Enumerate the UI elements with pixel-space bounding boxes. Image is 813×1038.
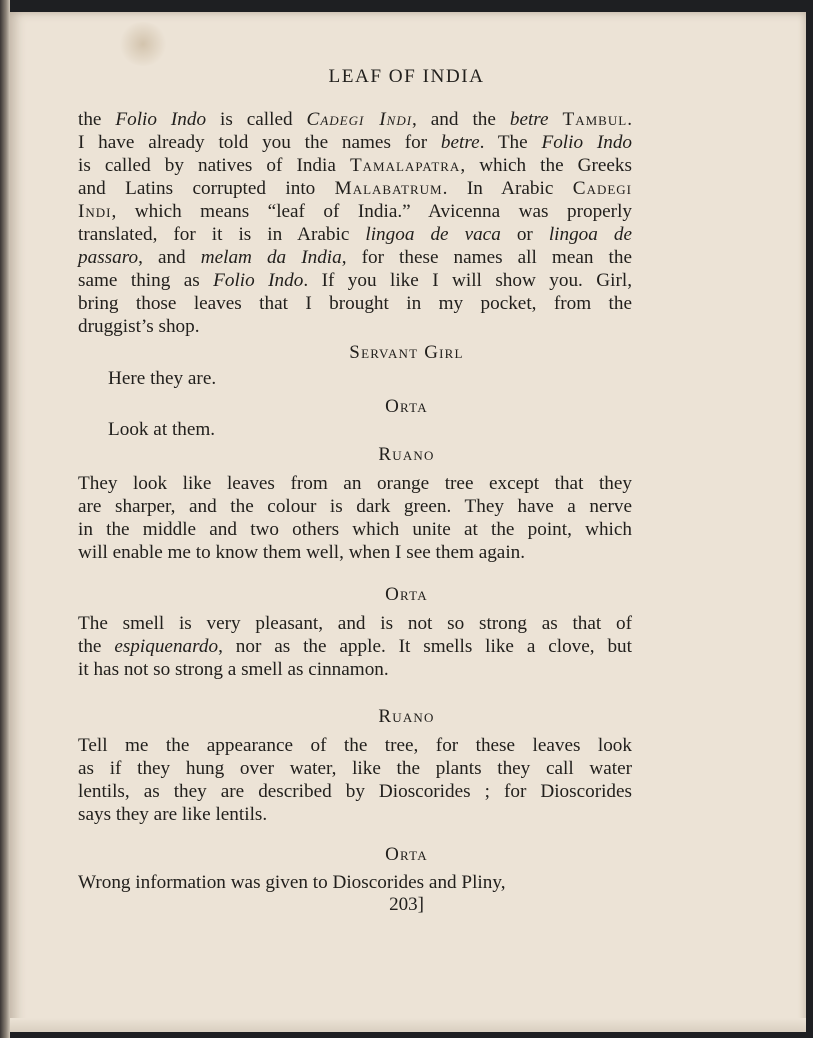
paragraph-3 bbox=[78, 612, 632, 681]
paragraph-1 bbox=[78, 108, 632, 338]
speaker-orta-3: Orta bbox=[385, 844, 428, 865]
speaker-servant-girl: Servant Girl bbox=[349, 342, 464, 363]
text-line: it has not so strong a smell as cinnamon. bbox=[78, 659, 389, 680]
page-number: 203] bbox=[389, 894, 424, 915]
text-line: same thing as Folio Indo. If you like I will show you. Girl, bbox=[78, 270, 632, 291]
speaker-ruano-2: Ruano bbox=[378, 706, 435, 727]
text-line: bring those leaves that I brought in my pocket, from the bbox=[78, 293, 632, 314]
text-line: I have already told you the names for betre. The Folio Indo bbox=[78, 132, 633, 153]
text-line: Tell me the appearance of the tree, for these leaves look bbox=[78, 735, 632, 756]
text-line: as if they hung over water, like the plants they call water bbox=[78, 758, 632, 779]
text-line: Indi, which means “leaf of India.” Avicenna was properly bbox=[78, 201, 632, 222]
text-line: druggist’s shop. bbox=[78, 316, 200, 337]
paragraph-5 bbox=[78, 871, 632, 894]
text-line: the espiquenardo, nor as the apple. It smells like a clove, but bbox=[78, 636, 632, 657]
text-line: in the middle and two others which unite at the point, which bbox=[78, 519, 632, 540]
paper-stain bbox=[118, 22, 168, 66]
text-line: will enable me to know them well, when I see them again. bbox=[78, 542, 526, 563]
speaker-ruano-1: Ruano bbox=[378, 444, 435, 465]
text-line: are sharper, and the colour is dark green. They have a nerve bbox=[78, 496, 632, 517]
text-line: is called by natives of India Tamalapatra, which the Greeks bbox=[78, 155, 632, 176]
text-line: The smell is very pleasant, and is not so strong as that of bbox=[78, 613, 632, 634]
text-line: the Folio Indo is called Cadegi Indi, and the betre Tambul. bbox=[78, 109, 632, 130]
paragraph-2 bbox=[78, 472, 632, 564]
text-line: translated, for it is in Arabic lingoa de vaca or lingoa de bbox=[78, 224, 632, 245]
line-look-at-them: Look at them. bbox=[108, 419, 216, 440]
speaker-orta-2: Orta bbox=[385, 584, 428, 605]
text-line: passaro, and melam da India, for these names all mean the bbox=[78, 247, 632, 268]
page-bottom-edge bbox=[10, 1018, 806, 1032]
speaker-orta-1: Orta bbox=[385, 396, 428, 417]
text-line: says they are like lentils. bbox=[78, 804, 268, 825]
text-line: lentils, as they are described by Dioscorides ; for Dioscorides bbox=[78, 781, 632, 802]
line-here-they-are: Here they are. bbox=[108, 368, 217, 389]
text-line: and Latins corrupted into Malabatrum. In Arabic Cadegi bbox=[78, 178, 632, 199]
text-line: Wrong information was given to Dioscorides and Pliny, bbox=[78, 872, 506, 893]
paragraph-4 bbox=[78, 734, 632, 826]
running-head: LEAF OF INDIA bbox=[328, 66, 485, 87]
book-spine bbox=[0, 0, 10, 1038]
text-line: They look like leaves from an orange tree except that they bbox=[78, 473, 632, 494]
